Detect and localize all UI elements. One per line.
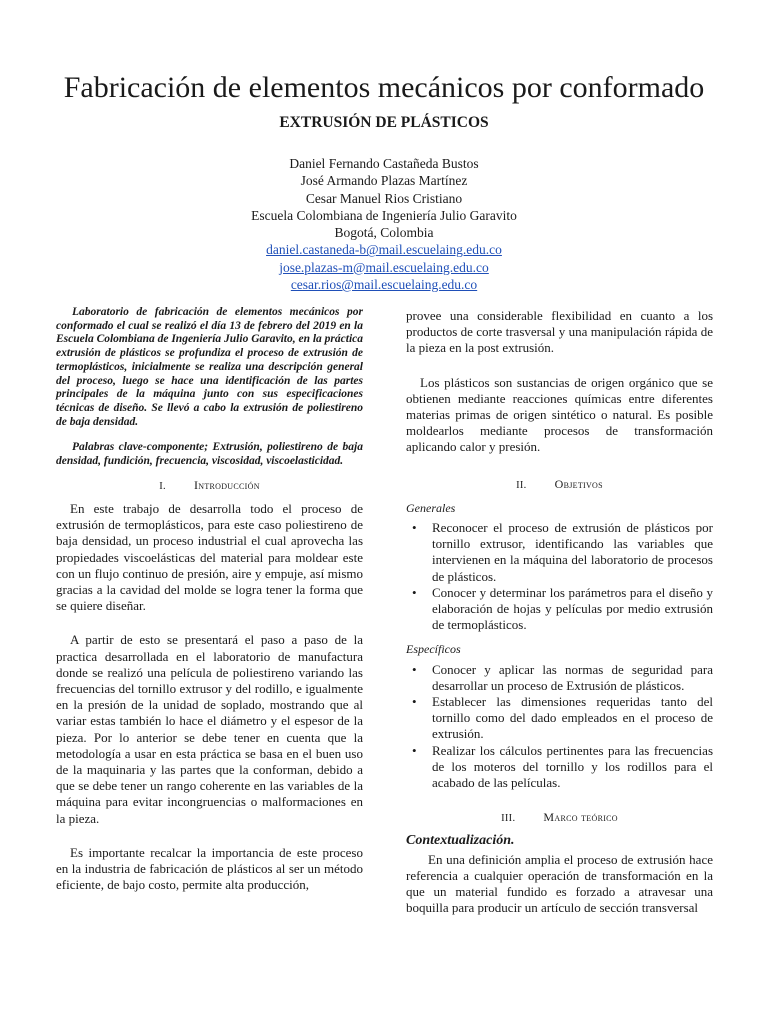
author-name: Cesar Manuel Rios Cristiano: [305, 190, 463, 206]
section-heading-objectives: [406, 476, 713, 494]
intro-paragraph: A partir de esto se presentará el paso a paso de la practica desarrollada en el laboratorio de manufactura donde se realizó una película de poliestireno variando las frecuencias del tornillo extrusor y del rodillo, e igualmente en la presión de la unidad de soplado, mostrando que al variar estas también lo hace el diámetro y el espesor de la pieza. Por lo anterior se debe tener en cuenta que la metodología a usar en esta práctica se basa en el buen uso de la maquinaria y las partes que la conforman, debido a que se debe tener un rango coherente en las variables de la máquina para evitar incongruencias o malformaciones en la pieza.: [56, 632, 363, 826]
subheading-general: Generales: [406, 500, 456, 515]
section-number: III.: [501, 813, 516, 825]
continuation-paragraph: provee una considerable flexibilidad en cuanto a los productos de corte trasversal y una manipulación rápida de la pieza en la post extrusión.: [406, 308, 713, 356]
section-title: Objetivos: [554, 476, 603, 491]
section-title: Introducción: [193, 477, 260, 492]
section-title: Marco teórico: [543, 810, 618, 825]
paper-subtitle: EXTRUSIÓN DE PLÁSTICOS: [279, 114, 489, 131]
intro-paragraph: En este trabajo de desarrolla todo el proceso de extrusión de termoplásticos, para este caso poliestireno de baja densidad, un proceso industrial el cual aprovecha las propiedades viscoelásticas del material para moldear este con un flujo continuo de presión, aire y empuje, así mismo gracias a la cavidad del molde se logra tener la forma que se quiere diseñar.: [56, 500, 363, 614]
keywords: Palabras clave-componente; Extrusión, poliestireno de baja densidad, fundición, frecuencia, viscosidad, viscoelasticidad.: [56, 441, 363, 468]
section-heading-framework: [406, 809, 713, 827]
section-number: I.: [159, 480, 166, 492]
section-heading-introduction: [56, 477, 363, 495]
email-link[interactable]: daniel.castaneda-b@mail.escuelaing.edu.co: [266, 242, 502, 258]
author-name: Daniel Fernando Castañeda Bustos: [289, 156, 479, 171]
list-item: • Reconocer el proceso de extrusión de plásticos por tornillo extrusor, identificando las variables que intervienen en la máquina del laboratorio de procesos de plásticos.: [406, 520, 713, 585]
section-number: II.: [516, 479, 527, 491]
specific-objectives-list: [406, 662, 713, 792]
affiliation: Escuela Colombiana de Ingeniería Julio Garavito: [251, 207, 517, 223]
plastics-paragraph: Los plásticos son sustancias de origen orgánico que se obtienen mediante reacciones químicas entre diferentes materias primas de origen sintético o natural. Es posible moldearlos mediante procesos de transformación aplicando calor y presión.: [406, 374, 713, 455]
location: Bogotá, Colombia: [334, 225, 434, 241]
subheading-specific: Específicos: [406, 642, 461, 657]
author-block: [0, 155, 768, 293]
general-objectives-list: [406, 520, 713, 633]
list-item: • Conocer y determinar los parámetros para el diseño y elaboración de hojas y películas por medio extrusión de termoplásticos.: [406, 585, 713, 634]
abstract: Laboratorio de fabricación de elementos mecánicos por conformado el cual se realizó el día 13 de febrero del 2019 en la Escuela Colombiana de Ingeniería Julio Garavito, en la práctica extrusión de plásticos se profundiza el proceso de extrusión de termoplásticos, inicialmente se realiza una descripción general del proceso, luego se hace una identificación de las partes principales de la máquina junto con sus especificaciones técnicas de diseño. Se llevó a cabo la extrusión de poliestireno de baja densidad.: [56, 306, 363, 428]
paper-title: Fabricación de elementos mecánicos por conformado: [63, 71, 705, 104]
list-item: • Establecer las dimensiones requeridas tanto del tornillo como del dado empleados en el proceso de extrusión.: [406, 694, 713, 743]
intro-paragraph: Es importante recalcar la importancia de este proceso en la industria de fabricación de plásticos al ser un método eficiente, de bajo costo, permite alta producción,: [56, 844, 363, 893]
left-column: [56, 306, 363, 911]
context-heading: Contextualización.: [406, 833, 515, 849]
email-link[interactable]: cesar.rios@mail.escuelaing.edu.co: [290, 277, 478, 293]
author-name: José Armando Plazas Martínez: [300, 173, 468, 189]
list-item: • Conocer y aplicar las normas de seguridad para desarrollar un proceso de Extrusión de plásticos.: [406, 662, 713, 694]
right-column: [406, 308, 713, 917]
list-item: • Realizar los cálculos pertinentes para las frecuencias de los moteros del tornillo y los rodillos para el acabado de las películas.: [406, 743, 713, 792]
email-link[interactable]: jose.plazas-m@mail.escuelaing.edu.co: [279, 259, 489, 275]
context-paragraph: En una definición amplia el proceso de extrusión hace referencia a cualquier operación de transformación en la que un material fundido es forzado a atravesar una boquilla para producir un artículo de sección transversal: [406, 851, 713, 916]
